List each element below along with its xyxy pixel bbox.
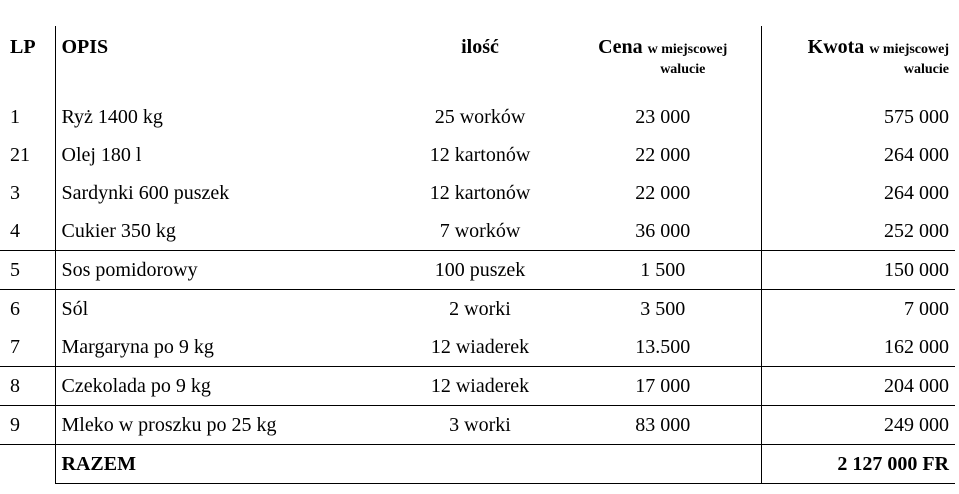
total-value: 2 127 000 FR	[761, 445, 955, 484]
header-cena-main: Cena	[598, 36, 643, 58]
cell-ilosc: 2 worki	[395, 290, 565, 329]
total-label: RAZEM	[55, 445, 395, 484]
cell-kwota: 252 000	[761, 212, 955, 251]
cell-ilosc: 7 worków	[439, 220, 521, 242]
cell-cena: 23 000	[635, 106, 691, 128]
table-row	[0, 98, 955, 136]
cell-cena: 83 000	[565, 406, 761, 445]
cell-opis: Olej 180 l	[55, 136, 395, 174]
header-kwota-main: Kwota	[807, 36, 865, 58]
cell-lp: 1	[10, 106, 20, 128]
total-cena-empty	[565, 445, 761, 484]
cell-lp: 9	[0, 406, 55, 445]
cell-ilosc: 12 kartonów	[429, 182, 531, 204]
total-row	[0, 445, 955, 484]
cell-lp: 21	[10, 144, 30, 166]
cell-lp: 4	[10, 220, 20, 242]
header-opis: OPIS	[55, 26, 395, 98]
cell-cena: 13.500	[635, 336, 691, 358]
cell-kwota: 264 000	[761, 174, 955, 212]
header-lp: LP	[10, 36, 36, 58]
table-row	[0, 328, 955, 367]
cell-kwota: 162 000	[761, 328, 955, 367]
cell-opis: Sos pomidorowy	[55, 251, 395, 290]
cell-lp: 5	[0, 251, 55, 290]
table-row	[0, 367, 955, 406]
cell-kwota: 7 000	[761, 290, 955, 329]
cell-kwota: 264 000	[761, 136, 955, 174]
cell-opis: Sardynki 600 puszek	[55, 174, 395, 212]
table-row	[0, 251, 955, 290]
cell-ilosc: 25 worków	[434, 106, 526, 128]
header-cena-sub-2: walucie	[660, 62, 706, 77]
header-kwota-sub-2: walucie	[903, 62, 949, 77]
cell-kwota: 249 000	[761, 406, 955, 445]
cell-opis: Cukier 350 kg	[55, 212, 395, 251]
cost-table-container	[0, 26, 959, 484]
cell-lp: 6	[0, 290, 55, 329]
cell-cena: 1 500	[565, 251, 761, 290]
cell-ilosc: 100 puszek	[395, 251, 565, 290]
cost-table	[0, 26, 955, 484]
header-ilosc: ilość	[461, 36, 499, 58]
cell-lp: 7	[10, 336, 20, 358]
cell-lp: 8	[0, 367, 55, 406]
total-ilosc-empty	[395, 445, 565, 484]
cell-cena: 22 000	[635, 144, 691, 166]
cell-cena: 22 000	[635, 182, 691, 204]
cell-cena: 17 000	[565, 367, 761, 406]
cell-kwota: 575 000	[761, 98, 955, 136]
cell-cena: 36 000	[635, 220, 691, 242]
header-cena	[565, 26, 761, 98]
total-lp-empty	[0, 445, 55, 484]
table-row	[0, 290, 955, 329]
cell-ilosc: 3 worki	[395, 406, 565, 445]
cell-opis: Mleko w proszku po 25 kg	[55, 406, 395, 445]
header-kwota	[761, 26, 955, 98]
header-row	[0, 26, 955, 98]
table-row	[0, 174, 955, 212]
table-row	[0, 406, 955, 445]
cell-opis: Margaryna po 9 kg	[55, 328, 395, 367]
table-row	[0, 212, 955, 251]
cell-opis: Sól	[55, 290, 395, 329]
cell-kwota: 150 000	[761, 251, 955, 290]
header-cena-sub-1: w miejscowej	[647, 42, 728, 57]
cell-cena: 3 500	[565, 290, 761, 329]
cell-ilosc: 12 wiaderek	[430, 336, 530, 358]
cell-ilosc: 12 kartonów	[429, 144, 531, 166]
cell-kwota: 204 000	[761, 367, 955, 406]
cell-opis: Czekolada po 9 kg	[55, 367, 395, 406]
cell-lp: 3	[10, 182, 20, 204]
table-row	[0, 136, 955, 174]
cell-ilosc: 12 wiaderek	[395, 367, 565, 406]
cell-opis: Ryż 1400 kg	[55, 98, 395, 136]
header-kwota-sub-1: w miejscowej	[869, 42, 949, 57]
